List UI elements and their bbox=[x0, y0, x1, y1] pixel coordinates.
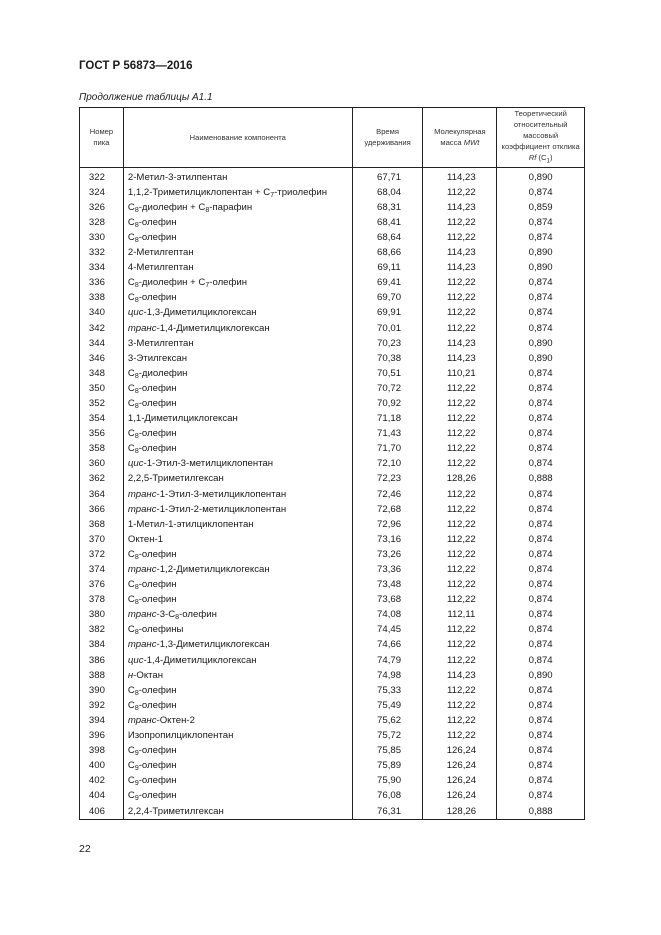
peak-number-cell: 322 bbox=[80, 167, 124, 185]
component-name-cell: 1,1-Диметилциклогексан bbox=[123, 411, 352, 426]
component-name-cell: $C_8$-олефин bbox=[123, 698, 352, 713]
component-name-cell: $C_8$-олефин bbox=[123, 215, 352, 230]
peak-number-cell: 360 bbox=[80, 456, 124, 471]
table-row bbox=[80, 275, 585, 290]
header-peak-number bbox=[80, 108, 124, 168]
retention-time-cell: 73,48 bbox=[352, 577, 423, 592]
molar-mass-cell: 112,22 bbox=[423, 456, 497, 471]
table-row bbox=[80, 607, 585, 622]
retention-time-cell: 68,66 bbox=[352, 245, 423, 260]
table-row bbox=[80, 260, 585, 275]
component-name-cell: 2,2,4-Триметилгексан bbox=[123, 803, 352, 819]
peak-number-cell: 402 bbox=[80, 773, 124, 788]
header-component-name-label: Наименование компонента bbox=[189, 132, 286, 142]
molar-mass-cell: 112,22 bbox=[423, 698, 497, 713]
response-factor-cell: 0,874 bbox=[497, 653, 585, 668]
table-row bbox=[80, 336, 585, 351]
response-factor-cell: 0,874 bbox=[497, 517, 585, 532]
retention-time-cell: 75,33 bbox=[352, 683, 423, 698]
component-name-cell: 3-Метилгептан bbox=[123, 336, 352, 351]
molar-mass-cell: 112,22 bbox=[423, 517, 497, 532]
table-row bbox=[80, 577, 585, 592]
component-name-cell: $C_9$-олефин bbox=[123, 758, 352, 773]
peak-number-cell: 378 bbox=[80, 592, 124, 607]
header-response-factor bbox=[497, 108, 585, 168]
component-name-cell: $C_8$-олефин bbox=[123, 426, 352, 441]
table-row bbox=[80, 441, 585, 456]
component-name-cell: транс-$3-C_8$-олефин bbox=[123, 607, 352, 622]
response-factor-cell: 0,874 bbox=[497, 305, 585, 320]
retention-time-cell: 69,70 bbox=[352, 290, 423, 305]
table-row bbox=[80, 803, 585, 819]
molar-mass-cell: 112,22 bbox=[423, 683, 497, 698]
component-name-cell: цис-1,3-Диметилциклогексан bbox=[123, 305, 352, 320]
response-factor-cell: 0,874 bbox=[497, 592, 585, 607]
table-row bbox=[80, 471, 585, 486]
table-row bbox=[80, 637, 585, 652]
molar-mass-cell: 126,24 bbox=[423, 788, 497, 803]
molar-mass-cell: 112,22 bbox=[423, 653, 497, 668]
peak-number-cell: 330 bbox=[80, 230, 124, 245]
response-factor-cell: 0,874 bbox=[497, 683, 585, 698]
retention-time-cell: 74,45 bbox=[352, 622, 423, 637]
retention-time-cell: 72,46 bbox=[352, 486, 423, 501]
component-name-cell: 2-Метил-3-этилпентан bbox=[123, 167, 352, 185]
component-name-cell: $C_8$-олефин bbox=[123, 592, 352, 607]
molar-mass-cell: 112,22 bbox=[423, 532, 497, 547]
peak-number-cell: 374 bbox=[80, 562, 124, 577]
peak-number-cell: 366 bbox=[80, 502, 124, 517]
response-factor-cell: 0,874 bbox=[497, 637, 585, 652]
component-name-cell: 1-Метил-1-этилциклопентан bbox=[123, 517, 352, 532]
response-factor-cell: 0,874 bbox=[497, 230, 585, 245]
retention-time-cell: 71,70 bbox=[352, 441, 423, 456]
retention-time-cell: 73,26 bbox=[352, 547, 423, 562]
component-name-cell: $C_9$-олефин bbox=[123, 773, 352, 788]
molar-mass-cell: 112,22 bbox=[423, 426, 497, 441]
retention-time-cell: 68,31 bbox=[352, 200, 423, 215]
table-row bbox=[80, 167, 585, 185]
peak-number-cell: 356 bbox=[80, 426, 124, 441]
component-name-cell: н-Октан bbox=[123, 668, 352, 683]
retention-time-cell: 76,08 bbox=[352, 788, 423, 803]
peak-number-cell: 342 bbox=[80, 320, 124, 335]
response-factor-cell: 0,874 bbox=[497, 441, 585, 456]
component-name-cell: 2,2,5-Триметилгексан bbox=[123, 471, 352, 486]
table-row bbox=[80, 532, 585, 547]
retention-time-cell: 69,11 bbox=[352, 260, 423, 275]
response-factor-cell: 0,890 bbox=[497, 668, 585, 683]
retention-time-cell: 74,08 bbox=[352, 607, 423, 622]
peak-number-cell: 400 bbox=[80, 758, 124, 773]
response-factor-cell: 0,874 bbox=[497, 577, 585, 592]
response-factor-cell: 0,874 bbox=[497, 562, 585, 577]
table-row bbox=[80, 320, 585, 335]
molar-mass-cell: 114,23 bbox=[423, 336, 497, 351]
component-name-cell: $C_8$-олефины bbox=[123, 622, 352, 637]
peak-number-cell: 370 bbox=[80, 532, 124, 547]
header-retention-time bbox=[352, 108, 423, 168]
table-row bbox=[80, 502, 585, 517]
table-row bbox=[80, 456, 585, 471]
component-name-cell: $C_8$-олефин bbox=[123, 396, 352, 411]
response-factor-cell: 0,888 bbox=[497, 803, 585, 819]
header-molar-mass-label: Молекулярная масса MWt bbox=[434, 127, 486, 148]
retention-time-cell: 72,23 bbox=[352, 471, 423, 486]
component-name-cell: транс-1-Этил-2-метилциклопентан bbox=[123, 502, 352, 517]
peak-number-cell: 406 bbox=[80, 803, 124, 819]
table-header-row bbox=[80, 108, 585, 168]
peak-number-cell: 358 bbox=[80, 441, 124, 456]
table-row bbox=[80, 743, 585, 758]
retention-time-cell: 75,62 bbox=[352, 713, 423, 728]
molar-mass-cell: 112,22 bbox=[423, 290, 497, 305]
retention-time-cell: 72,10 bbox=[352, 456, 423, 471]
header-molar-mass bbox=[423, 108, 497, 168]
response-factor-cell: 0,874 bbox=[497, 486, 585, 501]
molar-mass-cell: 114,23 bbox=[423, 260, 497, 275]
component-name-cell: $C_8$-олефин bbox=[123, 230, 352, 245]
molar-mass-cell: 112,22 bbox=[423, 502, 497, 517]
response-factor-cell: 0,874 bbox=[497, 215, 585, 230]
molar-mass-cell: 114,23 bbox=[423, 167, 497, 185]
molar-mass-cell: 126,24 bbox=[423, 743, 497, 758]
peak-number-cell: 348 bbox=[80, 366, 124, 381]
molar-mass-cell: 112,22 bbox=[423, 381, 497, 396]
molar-mass-cell: 112,22 bbox=[423, 320, 497, 335]
table-row bbox=[80, 305, 585, 320]
table-row bbox=[80, 758, 585, 773]
peak-number-cell: 352 bbox=[80, 396, 124, 411]
component-name-cell: $C_8$-олефин bbox=[123, 441, 352, 456]
table-row bbox=[80, 622, 585, 637]
molar-mass-cell: 112,22 bbox=[423, 305, 497, 320]
response-factor-cell: 0,874 bbox=[497, 411, 585, 426]
response-factor-cell: 0,874 bbox=[497, 320, 585, 335]
peak-number-cell: 346 bbox=[80, 351, 124, 366]
retention-time-cell: 75,90 bbox=[352, 773, 423, 788]
molar-mass-cell: 114,23 bbox=[423, 668, 497, 683]
table-row bbox=[80, 698, 585, 713]
table-row bbox=[80, 668, 585, 683]
header-component-name bbox=[123, 108, 352, 168]
molar-mass-cell: 128,26 bbox=[423, 803, 497, 819]
retention-time-cell: 72,68 bbox=[352, 502, 423, 517]
component-name-cell: $C_8$-олефин bbox=[123, 683, 352, 698]
table-row bbox=[80, 426, 585, 441]
retention-time-cell: 68,64 bbox=[352, 230, 423, 245]
table-row bbox=[80, 788, 585, 803]
peak-number-cell: 344 bbox=[80, 336, 124, 351]
response-factor-cell: 0,874 bbox=[497, 773, 585, 788]
retention-time-cell: 75,72 bbox=[352, 728, 423, 743]
molar-mass-cell: 114,23 bbox=[423, 351, 497, 366]
document-standard-header: ГОСТ Р 56873—2016 bbox=[79, 60, 193, 72]
header-peak-number-label: Номер пика bbox=[89, 127, 114, 148]
table-row bbox=[80, 517, 585, 532]
peak-number-cell: 354 bbox=[80, 411, 124, 426]
peak-number-cell: 390 bbox=[80, 683, 124, 698]
peak-number-cell: 394 bbox=[80, 713, 124, 728]
table-caption: Продолжение таблицы А1.1 bbox=[79, 92, 213, 103]
table-body bbox=[80, 167, 585, 819]
component-name-cell: 3-Этилгексан bbox=[123, 351, 352, 366]
peak-number-cell: 324 bbox=[80, 185, 124, 200]
component-name-cell: транс-1-Этил-3-метилциклопентан bbox=[123, 486, 352, 501]
peak-number-cell: 398 bbox=[80, 743, 124, 758]
response-factor-cell: 0,874 bbox=[497, 743, 585, 758]
table-row bbox=[80, 728, 585, 743]
retention-time-cell: 73,68 bbox=[352, 592, 423, 607]
retention-time-cell: 71,43 bbox=[352, 426, 423, 441]
response-factor-cell: 0,874 bbox=[497, 607, 585, 622]
molar-mass-cell: 112,22 bbox=[423, 562, 497, 577]
molar-mass-cell: 114,23 bbox=[423, 245, 497, 260]
retention-time-cell: 74,98 bbox=[352, 668, 423, 683]
response-factor-cell: 0,890 bbox=[497, 260, 585, 275]
peak-number-cell: 340 bbox=[80, 305, 124, 320]
response-factor-cell: 0,874 bbox=[497, 426, 585, 441]
peak-number-cell: 382 bbox=[80, 622, 124, 637]
retention-time-cell: 70,72 bbox=[352, 381, 423, 396]
table-row bbox=[80, 396, 585, 411]
retention-time-cell: 73,16 bbox=[352, 532, 423, 547]
table-row bbox=[80, 245, 585, 260]
molar-mass-cell: 110,21 bbox=[423, 366, 497, 381]
components-table bbox=[79, 107, 585, 820]
retention-time-cell: 68,41 bbox=[352, 215, 423, 230]
molar-mass-cell: 112,22 bbox=[423, 728, 497, 743]
molar-mass-cell: 112,22 bbox=[423, 713, 497, 728]
peak-number-cell: 332 bbox=[80, 245, 124, 260]
response-factor-cell: 0,874 bbox=[497, 728, 585, 743]
component-name-cell: цис-1,4-Диметилциклогексан bbox=[123, 653, 352, 668]
component-name-cell: транс-1,2-Диметилциклогексан bbox=[123, 562, 352, 577]
table-row bbox=[80, 773, 585, 788]
component-name-cell: $C_9$-олефин bbox=[123, 788, 352, 803]
peak-number-cell: 404 bbox=[80, 788, 124, 803]
peak-number-cell: 350 bbox=[80, 381, 124, 396]
molar-mass-cell: 112,22 bbox=[423, 577, 497, 592]
retention-time-cell: 69,41 bbox=[352, 275, 423, 290]
peak-number-cell: 336 bbox=[80, 275, 124, 290]
table-row bbox=[80, 562, 585, 577]
retention-time-cell: 68,04 bbox=[352, 185, 423, 200]
component-name-cell: $C_8$-олефин bbox=[123, 381, 352, 396]
table-row bbox=[80, 683, 585, 698]
molar-mass-cell: 112,22 bbox=[423, 411, 497, 426]
molar-mass-cell: 112,22 bbox=[423, 275, 497, 290]
retention-time-cell: 72,96 bbox=[352, 517, 423, 532]
retention-time-cell: 74,79 bbox=[352, 653, 423, 668]
table-row bbox=[80, 592, 585, 607]
retention-time-cell: 75,49 bbox=[352, 698, 423, 713]
retention-time-cell: 75,89 bbox=[352, 758, 423, 773]
peak-number-cell: 386 bbox=[80, 653, 124, 668]
component-name-cell: Изопропилциклопентан bbox=[123, 728, 352, 743]
component-name-cell: 2-Метилгептан bbox=[123, 245, 352, 260]
component-name-cell: транс-Октен-2 bbox=[123, 713, 352, 728]
retention-time-cell: 70,51 bbox=[352, 366, 423, 381]
retention-time-cell: 69,91 bbox=[352, 305, 423, 320]
response-factor-cell: 0,874 bbox=[497, 290, 585, 305]
table-row bbox=[80, 185, 585, 200]
response-factor-cell: 0,874 bbox=[497, 758, 585, 773]
response-factor-cell: 0,874 bbox=[497, 622, 585, 637]
component-name-cell: $C_8$-олефин bbox=[123, 290, 352, 305]
peak-number-cell: 380 bbox=[80, 607, 124, 622]
response-factor-cell: 0,890 bbox=[497, 336, 585, 351]
molar-mass-cell: 112,22 bbox=[423, 622, 497, 637]
peak-number-cell: 326 bbox=[80, 200, 124, 215]
molar-mass-cell: 112,22 bbox=[423, 185, 497, 200]
component-name-cell: $C_8$-диолефин bbox=[123, 366, 352, 381]
response-factor-cell: 0,874 bbox=[497, 366, 585, 381]
molar-mass-cell: 112,22 bbox=[423, 230, 497, 245]
retention-time-cell: 71,18 bbox=[352, 411, 423, 426]
molar-mass-cell: 112,22 bbox=[423, 486, 497, 501]
component-name-cell: $C_8$-олефин bbox=[123, 547, 352, 562]
header-response-factor-label: Теоретический относительный массовый коэффициент отклика Rf $(C_1)$ bbox=[501, 109, 580, 165]
molar-mass-cell: 112,22 bbox=[423, 592, 497, 607]
retention-time-cell: 67,71 bbox=[352, 167, 423, 185]
retention-time-cell: 73,36 bbox=[352, 562, 423, 577]
table-row bbox=[80, 547, 585, 562]
peak-number-cell: 372 bbox=[80, 547, 124, 562]
peak-number-cell: 334 bbox=[80, 260, 124, 275]
peak-number-cell: 338 bbox=[80, 290, 124, 305]
table-row bbox=[80, 381, 585, 396]
retention-time-cell: 70,38 bbox=[352, 351, 423, 366]
table-row bbox=[80, 290, 585, 305]
table-row bbox=[80, 411, 585, 426]
table-row bbox=[80, 713, 585, 728]
table-row bbox=[80, 200, 585, 215]
response-factor-cell: 0,890 bbox=[497, 167, 585, 185]
molar-mass-cell: 126,24 bbox=[423, 773, 497, 788]
molar-mass-cell: 112,11 bbox=[423, 607, 497, 622]
table-row bbox=[80, 215, 585, 230]
retention-time-cell: 74,66 bbox=[352, 637, 423, 652]
component-name-cell: транс-1,3-Диметилциклогексан bbox=[123, 637, 352, 652]
response-factor-cell: 0,859 bbox=[497, 200, 585, 215]
peak-number-cell: 368 bbox=[80, 517, 124, 532]
molar-mass-cell: 112,22 bbox=[423, 547, 497, 562]
response-factor-cell: 0,890 bbox=[497, 351, 585, 366]
component-name-cell: 1,1,2-Триметилциклопентан + $C_7$-триолефин bbox=[123, 185, 352, 200]
molar-mass-cell: 112,22 bbox=[423, 441, 497, 456]
retention-time-cell: 70,92 bbox=[352, 396, 423, 411]
peak-number-cell: 376 bbox=[80, 577, 124, 592]
retention-time-cell: 76,31 bbox=[352, 803, 423, 819]
component-name-cell: цис-1-Этил-3-метилциклопентан bbox=[123, 456, 352, 471]
table-row bbox=[80, 653, 585, 668]
response-factor-cell: 0,874 bbox=[497, 275, 585, 290]
component-name-cell: транс-1,4-Диметилциклогексан bbox=[123, 320, 352, 335]
response-factor-cell: 0,874 bbox=[497, 456, 585, 471]
response-factor-cell: 0,874 bbox=[497, 788, 585, 803]
peak-number-cell: 364 bbox=[80, 486, 124, 501]
response-factor-cell: 0,874 bbox=[497, 396, 585, 411]
page-number: 22 bbox=[79, 843, 91, 855]
component-name-cell: Октен-1 bbox=[123, 532, 352, 547]
peak-number-cell: 362 bbox=[80, 471, 124, 486]
response-factor-cell: 0,874 bbox=[497, 532, 585, 547]
molar-mass-cell: 112,22 bbox=[423, 396, 497, 411]
component-name-cell: $C_9$-олефин bbox=[123, 743, 352, 758]
response-factor-cell: 0,874 bbox=[497, 502, 585, 517]
peak-number-cell: 396 bbox=[80, 728, 124, 743]
retention-time-cell: 70,01 bbox=[352, 320, 423, 335]
component-name-cell: $C_8$-олефин bbox=[123, 577, 352, 592]
component-name-cell: $C_8$-диолефин + $C_8$-парафин bbox=[123, 200, 352, 215]
response-factor-cell: 0,874 bbox=[497, 381, 585, 396]
response-factor-cell: 0,874 bbox=[497, 185, 585, 200]
molar-mass-cell: 126,24 bbox=[423, 758, 497, 773]
response-factor-cell: 0,874 bbox=[497, 698, 585, 713]
peak-number-cell: 392 bbox=[80, 698, 124, 713]
component-name-cell: $C_8$-диолефин + $C_7$-олефин bbox=[123, 275, 352, 290]
table-row bbox=[80, 351, 585, 366]
component-name-cell: 4-Метилгептан bbox=[123, 260, 352, 275]
response-factor-cell: 0,874 bbox=[497, 713, 585, 728]
retention-time-cell: 70,23 bbox=[352, 336, 423, 351]
molar-mass-cell: 128,26 bbox=[423, 471, 497, 486]
response-factor-cell: 0,874 bbox=[497, 547, 585, 562]
response-factor-cell: 0,890 bbox=[497, 245, 585, 260]
table-row bbox=[80, 366, 585, 381]
header-retention-time-label: Время удерживания bbox=[364, 127, 411, 148]
table-row bbox=[80, 486, 585, 501]
molar-mass-cell: 114,23 bbox=[423, 200, 497, 215]
molar-mass-cell: 112,22 bbox=[423, 637, 497, 652]
peak-number-cell: 328 bbox=[80, 215, 124, 230]
peak-number-cell: 384 bbox=[80, 637, 124, 652]
peak-number-cell: 388 bbox=[80, 668, 124, 683]
molar-mass-cell: 112,22 bbox=[423, 215, 497, 230]
table-row bbox=[80, 230, 585, 245]
response-factor-cell: 0,888 bbox=[497, 471, 585, 486]
retention-time-cell: 75,85 bbox=[352, 743, 423, 758]
